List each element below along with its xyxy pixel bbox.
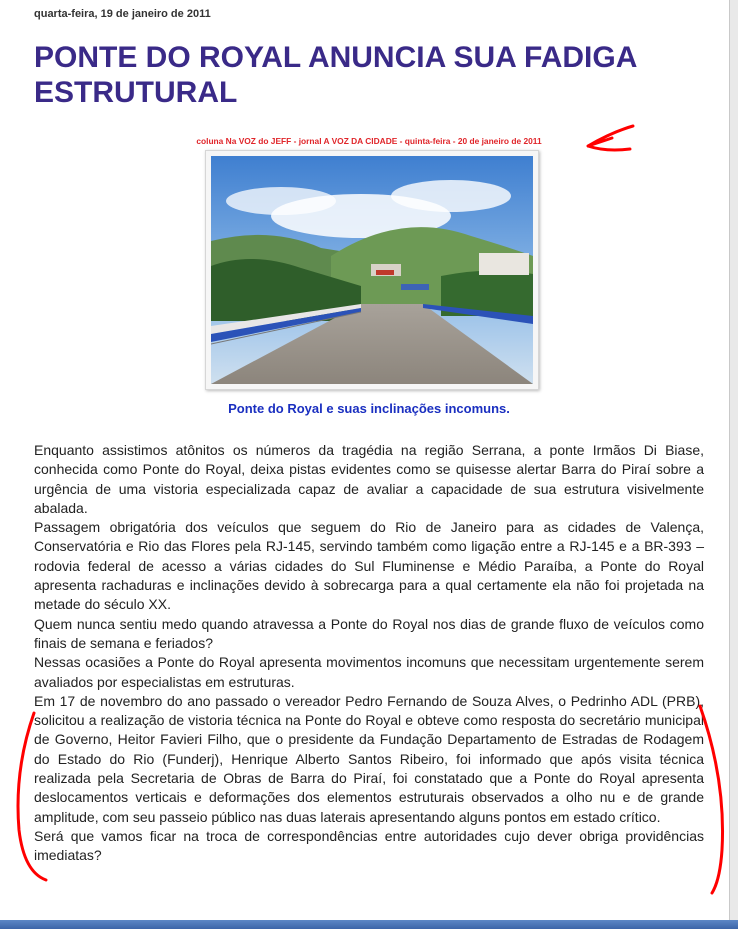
bridge-photo-icon — [211, 156, 533, 384]
body-paragraph: Será que vamos ficar na troca de correspondências entre autoridades cujo dever obriga providências imediatas? — [34, 827, 704, 864]
body-paragraph: Passagem obrigatória dos veículos que seguem do Rio de Janeiro para as cidades de Valença, Conservatória e Rio das Flores pela RJ-145, servindo também como ligação entre a RJ-145 e a BR-393 – rodovia federal de acesso a várias cidades do Sul Fluminense e Médio Paraíba, a Ponte do Royal apresenta rachaduras e inclinações devido à sobrecarga para a qual certamente ela não foi projetada na metade do século XX. — [34, 519, 704, 613]
post-title[interactable]: PONTE DO ROYAL ANUNCIA SUA FADIGA ESTRUTURAL — [34, 41, 637, 109]
body-paragraph: Enquanto assistimos atônitos os números da tragédia na região Serrana, a ponte Irmãos Di Biase, conhecida como Ponte do Royal, deixa pistas evidentes como se quisesse alertar Barra do Piraí sobre a urgência de uma vistoria especializada capaz de avaliar a capacidade de sua estrutura visivelmente abalada. — [34, 442, 704, 516]
photo-caption: Ponte do Royal e suas inclinações incomuns. — [228, 401, 510, 416]
body-paragraph: Quem nunca sentiu medo quando atravessa a Ponte do Royal nos dias de grande fluxo de veículos como finais de semana e feriados? — [34, 615, 704, 651]
body-paragraph: Em 17 de novembro do ano passado o vereador Pedro Fernando de Souza Alves, o Pedrinho ADL (PRB), solicitou a realização de vistoria técnica na Ponte do Royal e obteve como resposta do secretário municipal de Governo, Heitor Favieri Filho, que o presidente da Fundação Departamento de Estradas de Rodagem do Estado do Rio (Funderj), Henrique Alberto Santos Ribeiro, foi informado que após visita técnica realizada pela Secretaria de Obras de Barra do Piraí, foi constatado que a Ponte do Royal apresenta deslocamentos verticais e deformações dos elementos estruturais observados a olho nu e de grande amplitude, com seu passeio público nas duas laterais apresentando alguns pontos em estado crítico. — [34, 692, 704, 825]
bridge-photo[interactable] — [205, 150, 539, 390]
post-credit: coluna Na VOZ do JEFF - jornal A VOZ DA CIDADE - quinta-feira - 20 de janeiro de 2011 — [196, 136, 542, 146]
taskbar — [0, 920, 738, 929]
post-body — [34, 441, 704, 866]
body-paragraph: Nessas ocasiões a Ponte do Royal apresenta movimentos incomuns que necessitam urgentemente serem avaliados por especialistas em estruturas. — [34, 654, 704, 690]
post-date: quarta-feira, 19 de janeiro de 2011 — [34, 8, 211, 20]
